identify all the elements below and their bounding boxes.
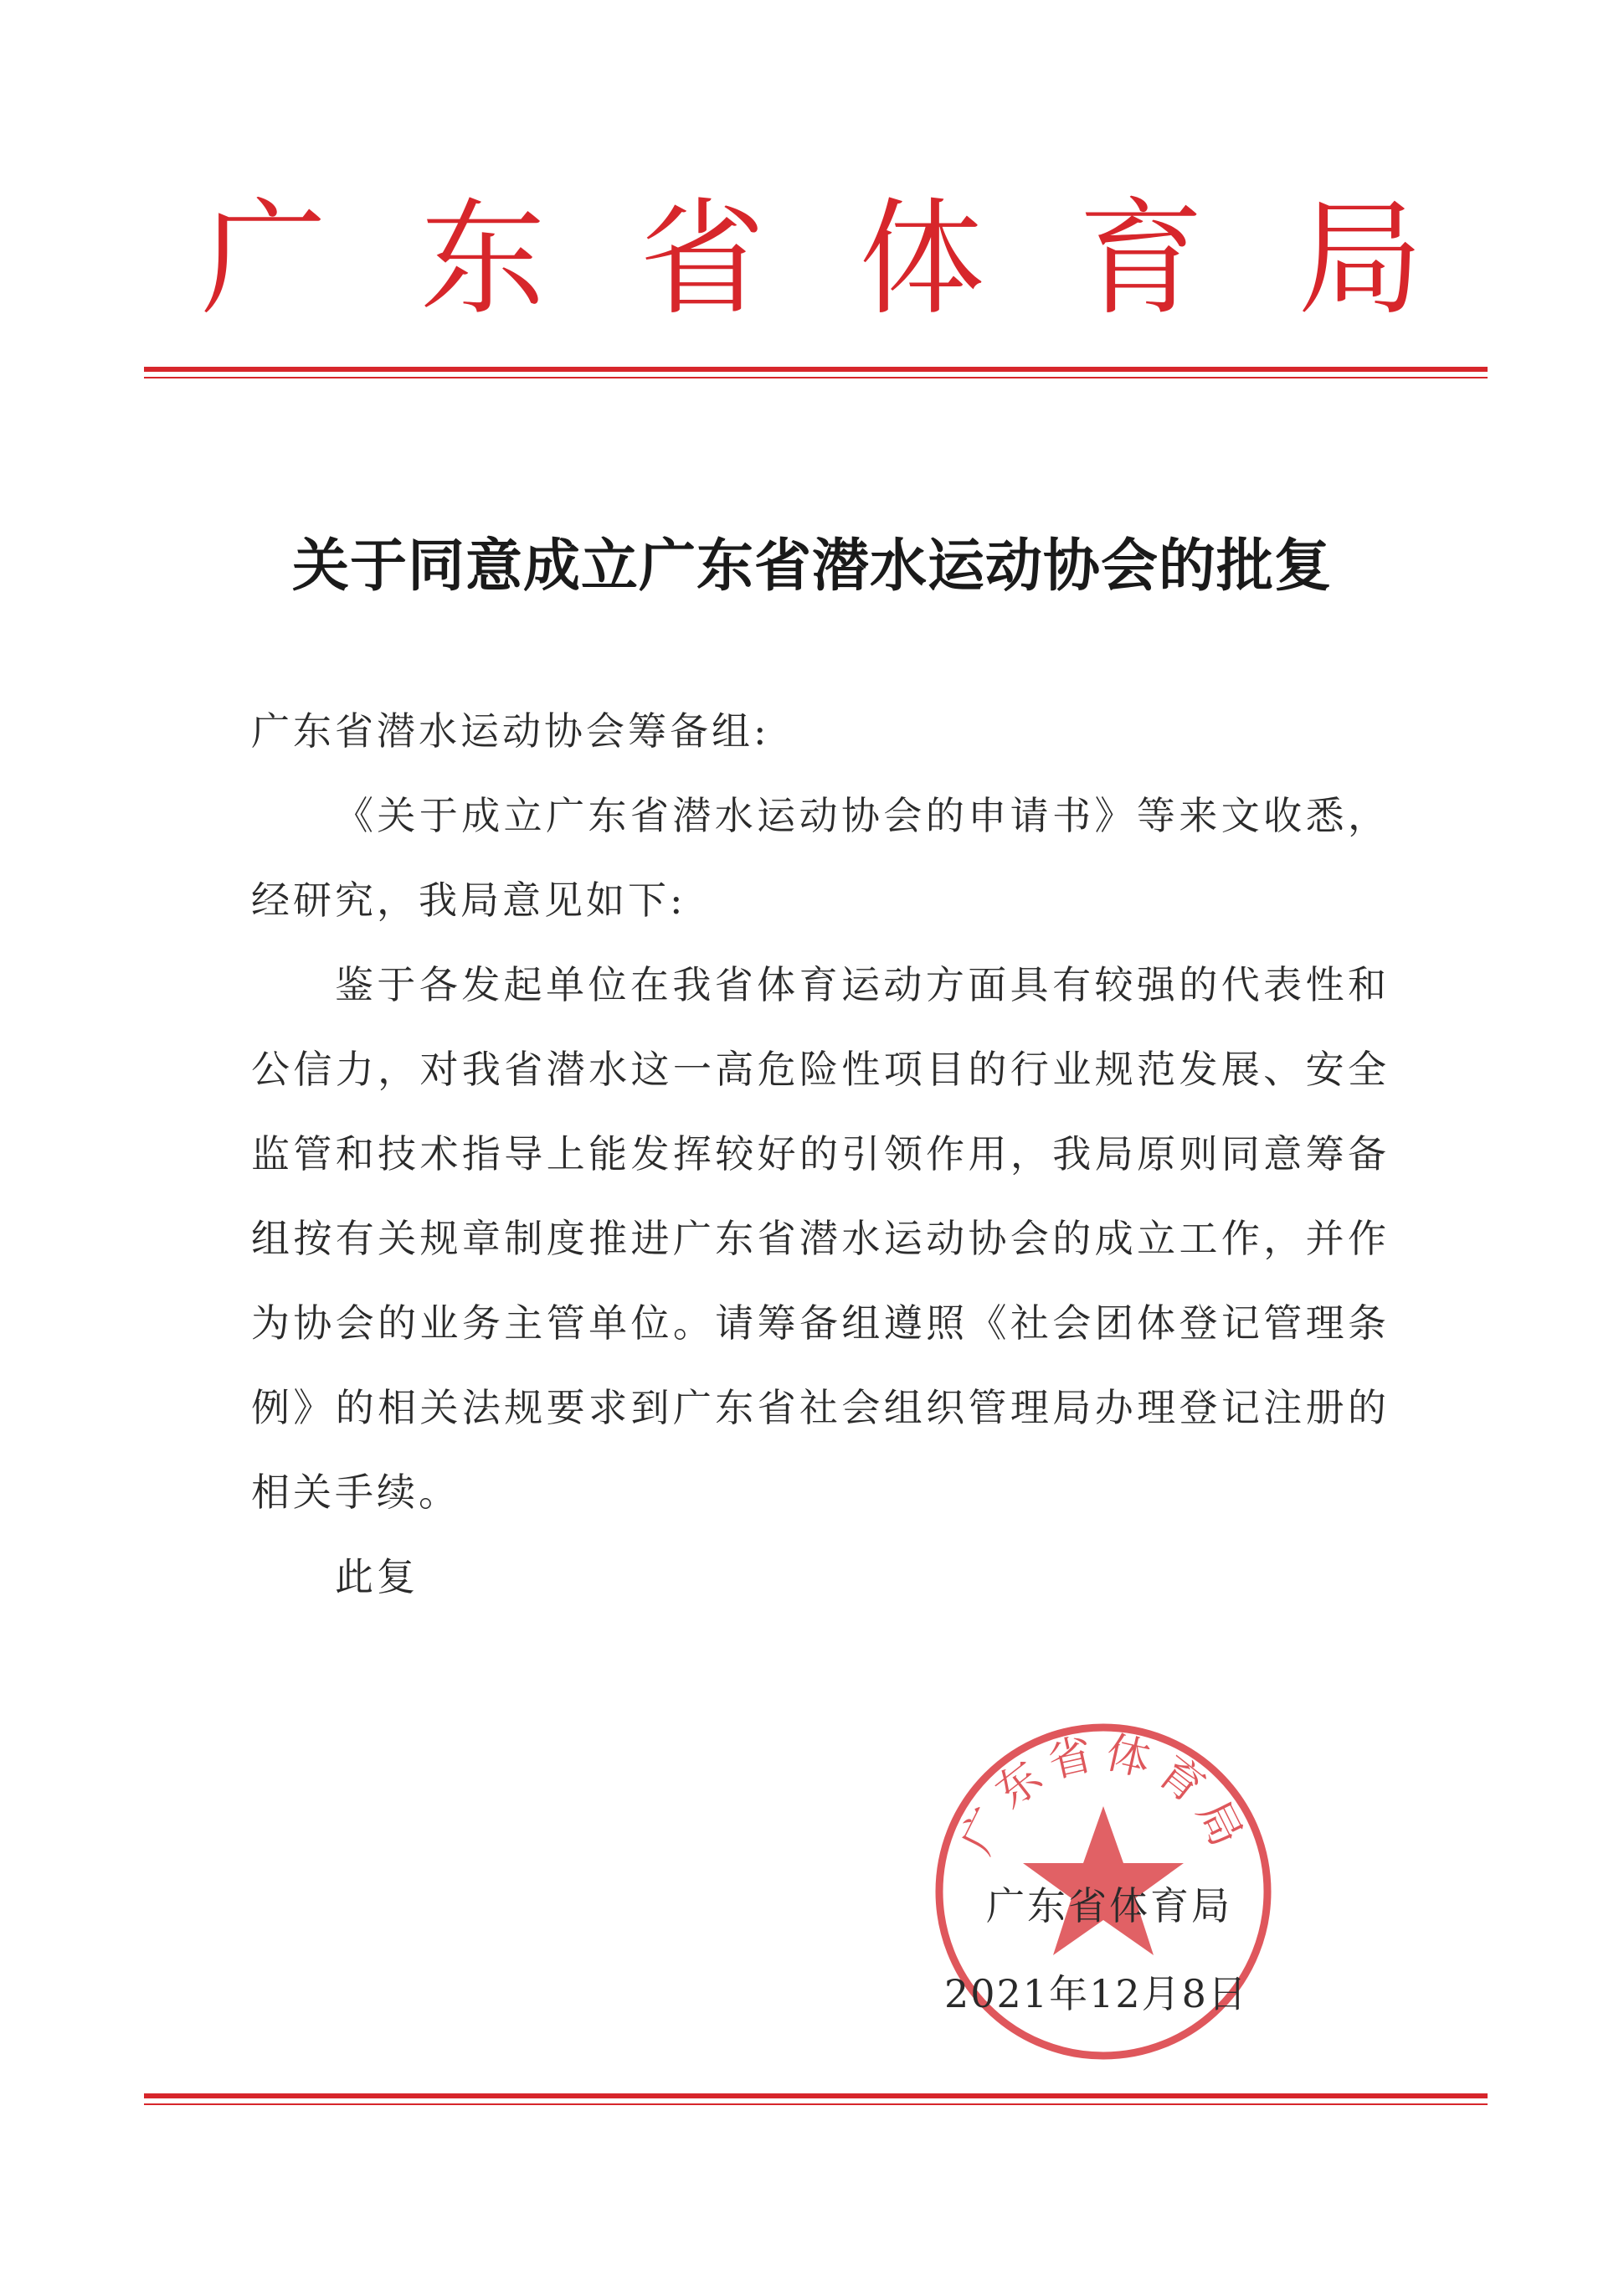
document-body: [251, 689, 1390, 1619]
seal-text: 广东省体育局: [951, 1727, 1256, 1862]
letterhead-char: 育: [1078, 187, 1205, 332]
footer-rule-thick: [144, 2093, 1488, 2098]
letterhead-char: 东: [419, 187, 546, 332]
letterhead-char: 广: [200, 187, 326, 332]
issuer-signature: 广东省体育局: [986, 1883, 1232, 1928]
header-rule-thick: [144, 367, 1488, 372]
letterhead-char: 局: [1298, 187, 1424, 332]
letterhead: [0, 176, 1624, 343]
footer-rule-thin: [144, 2103, 1488, 2105]
paragraph: 《关于成立广东省潜水运动协会的申请书》等来文收悉，经研究，我局意见如下:: [251, 793, 1390, 923]
document-title: 关于同意成立广东省潜水运动协会的批复: [291, 533, 1332, 600]
letterhead-char: 省: [639, 187, 765, 332]
header-rule-thin: [144, 377, 1488, 378]
salutation: 广东省潜水运动协会筹备组:: [251, 708, 770, 754]
paragraph: 鉴于各发起单位在我省体育运动方面具有较强的代表性和公信力，对我省潜水这一高危险性项目的行业规范发展、安全监管和技术指导上能发挥较好的引领作用，我局原则同意筹备组按有关规章制度推进广东省潜水运动协会的成立工作，并作为协会的业务主管单位。请筹备组遵照《社会团体登记管理条例》的相关法规要求到广东省社会组织管理局办理登记注册的相关手续。: [251, 962, 1390, 1515]
closing: 此复: [335, 1554, 419, 1599]
issue-date: 2021年12月8日: [944, 1971, 1248, 2016]
letterhead-char: 体: [859, 187, 985, 332]
